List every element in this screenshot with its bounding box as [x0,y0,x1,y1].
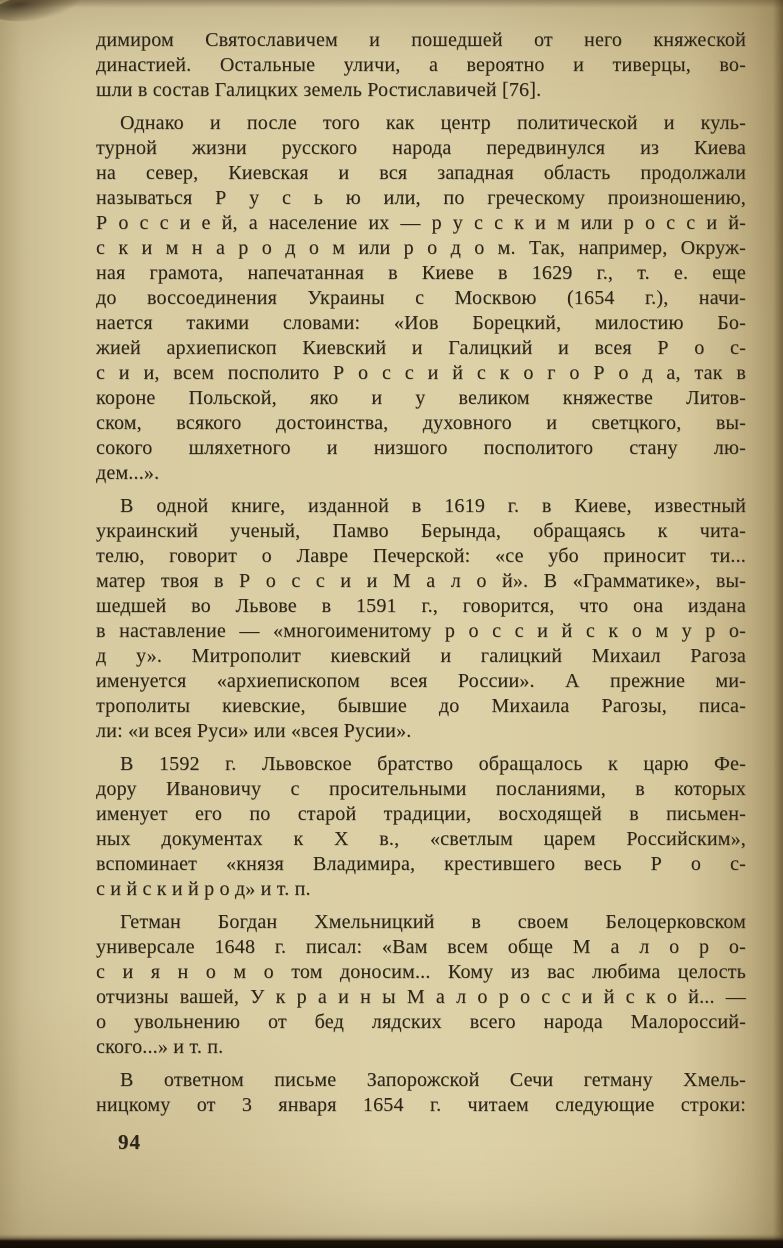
text-line: дору Ивановичу с просительными посланиями, в которых [96,778,746,800]
scan-edge-right [773,0,783,1248]
text-line: ницкому от 3 января 1654 г. читаем следующие строки: [96,1094,746,1116]
text-line: с и и, всем посполито Р о с с и й с к о г о Р о д а, так в [96,362,746,384]
text-line: ского...» и т. п. [96,1036,224,1058]
text-line: именуется «архиепископом всея России». А прежние ми- [96,670,746,692]
text-line: отчизны вашей, У к р а и н ы М а л о р о с с и й с к о й... — [96,986,746,1008]
text-line: Однако и после того как центр политической и куль- [120,112,746,134]
text-line: Р о с с и е й, а население их — р у с с к и м или р о с с и й- [96,212,746,234]
text-line: до воссоединения Украины с Москвою (1654 г.), начи- [96,287,746,309]
text-line: сокого шляхетного и низшого посполитого стану лю- [96,437,746,459]
text-line: шли в состав Галицких земель Ростиславичей [76]. [96,79,542,101]
page-number: 94 [118,1130,141,1154]
text-line: д у». Митрополит киевский и галицкий Михаил Рагоза [96,645,746,667]
text-line: В одной книге, изданной в 1619 г. в Киеве, известный [120,495,746,517]
paragraph [96,28,746,103]
scan-edge-bottom [0,1234,783,1248]
text-line: ском, всякого достоинства, духовного и светцкого, вы- [96,412,746,434]
text-line: короне Польской, яко и у великом княжестве Литов- [96,387,746,409]
text-line: дем...». [96,462,160,484]
page-text [96,28,746,1118]
text-line: ли: «и всея Руси» или «всея Русии». [96,720,412,742]
text-line: украинский ученый, Памво Берында, обращаясь к чита- [96,520,746,542]
text-line: ная грамота, напечатанная в Киеве в 1629 г., т. е. еще [96,262,746,284]
text-line: В ответном письме Запорожской Сечи гетману Хмель- [120,1069,746,1091]
text-line: с и й с к и й р о д» и т. п. [96,878,311,900]
paragraph [96,111,746,486]
text-line: династией. Остальные уличи, а вероятно и тиверцы, во- [96,54,746,76]
text-line: В 1592 г. Львовское братство обращалось к царю Фе- [120,753,746,775]
text-line: с к и м н а р о д о м или р о д о м. Так, например, Окруж- [96,237,746,259]
text-line: димиром Святославичем и пошедшей от него княжеской [96,29,746,51]
text-line: с и я н о м о том доносим... Кому из вас любима целость [96,961,746,983]
text-line: на север, Киевская и вся западная область продолжали [96,162,746,184]
text-line: именует его по старой традиции, восходящей в письмен- [96,803,746,825]
text-line: телю, говорит о Лавре Печерской: «се убо приносит ти... [96,545,746,567]
text-line: Гетман Богдан Хмельницкий в своем Белоцерковском [120,911,746,933]
text-line: нается такими словами: «Иов Борецкий, милостию Бо- [96,312,746,334]
text-line: шедшей во Львове в 1591 г., говорится, что она издана [96,595,746,617]
paragraph [96,752,746,902]
text-line: ных документах к X в., «светлым царем Российским», [96,828,746,850]
text-line: о увольнению от бед лядских всего народа Малороссий- [96,1011,746,1033]
text-line: называться Р у с ь ю или, по греческому произношению, [96,187,746,209]
text-line: трополиты киевские, бывшие до Михаила Рагозы, писа- [96,695,746,717]
text-line: матер твоя в Р о с с и и М а л о й». В «Грамматике», вы- [96,570,746,592]
paragraph [96,910,746,1060]
paragraph [96,1068,746,1118]
scan-edge-top [0,0,783,10]
text-line: в наставление — «многоименитому р о с с и й с к о м у р о- [96,620,746,642]
text-line: турной жизни русского народа передвинулся из Киева [96,137,746,159]
text-line: жией архиепископ Киевский и Галицкий и всея Р о с- [96,337,746,359]
text-line: вспоминает «князя Владимира, крестившего весь Р о с- [96,853,746,875]
paragraph [96,494,746,744]
text-line: универсале 1648 г. писал: «Вам всем обще М а л о р о- [96,936,746,958]
